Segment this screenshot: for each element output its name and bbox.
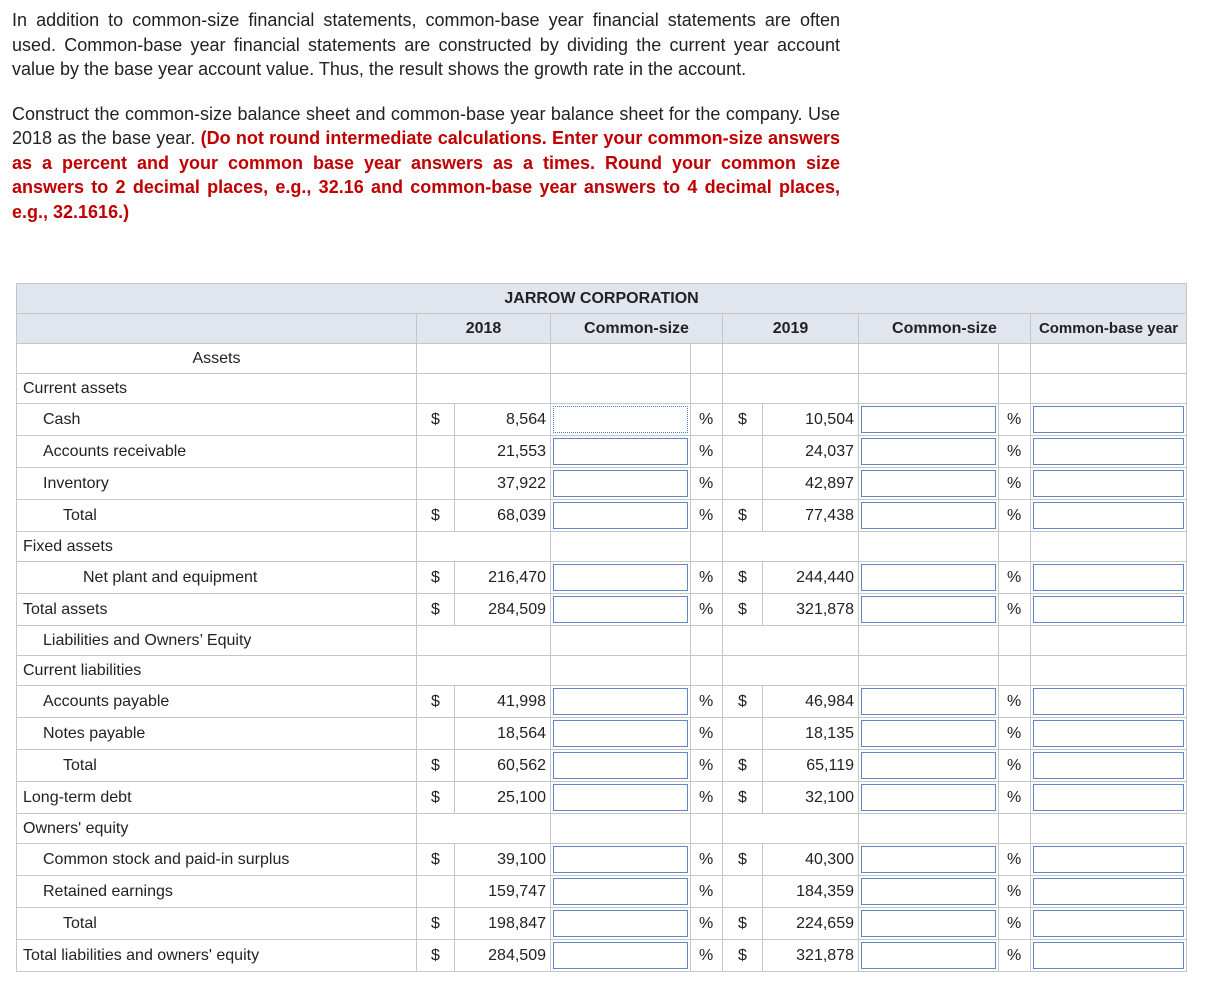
dollar-sign: $ <box>723 750 763 782</box>
input-common-size-2019-total-liabilities-equity[interactable] <box>859 940 999 972</box>
percent-sign: % <box>691 404 723 436</box>
value-2019-net-plant-equipment: 244,440 <box>763 562 859 594</box>
dollar-sign: $ <box>417 750 455 782</box>
input-common-base-current-assets-total[interactable] <box>1031 500 1187 532</box>
value-2019-total-liabilities-equity: 321,878 <box>763 940 859 972</box>
value-2019-current-liabilities-total: 65,119 <box>763 750 859 782</box>
dollar-sign: $ <box>723 562 763 594</box>
percent-sign: % <box>691 750 723 782</box>
table-row <box>17 468 1187 500</box>
row-label-total-assets: Total assets <box>17 594 417 626</box>
dollar-sign: $ <box>417 908 455 940</box>
table-row <box>17 940 1187 972</box>
current-assets-label: Current assets <box>17 374 417 404</box>
value-2018-owners-equity-total: 198,847 <box>455 908 551 940</box>
value-2018-cash: 8,564 <box>455 404 551 436</box>
table-row <box>17 594 1187 626</box>
value-2019-cash: 10,504 <box>763 404 859 436</box>
input-common-base-notes-payable[interactable] <box>1031 718 1187 750</box>
dollar-sign: $ <box>723 908 763 940</box>
percent-sign: % <box>691 782 723 814</box>
owners-equity-label: Owners' equity <box>17 814 417 844</box>
dollar-sign: $ <box>723 940 763 972</box>
header-common-base-year: Common-base year <box>1031 314 1187 344</box>
percent-sign: % <box>691 718 723 750</box>
percent-sign: % <box>691 686 723 718</box>
value-2018-retained-earnings: 159,747 <box>455 876 551 908</box>
percent-sign: % <box>999 404 1031 436</box>
percent-sign: % <box>691 562 723 594</box>
table-row <box>17 750 1187 782</box>
input-common-size-2019-inventory[interactable] <box>859 468 999 500</box>
input-common-size-2019-net-plant-equipment[interactable] <box>859 562 999 594</box>
value-2019-current-assets-total: 77,438 <box>763 500 859 532</box>
input-common-size-2019-owners-equity-total[interactable] <box>859 908 999 940</box>
percent-sign: % <box>691 876 723 908</box>
table-row <box>17 686 1187 718</box>
value-2019-owners-equity-total: 224,659 <box>763 908 859 940</box>
value-2018-accounts-payable: 41,998 <box>455 686 551 718</box>
percent-sign: % <box>691 908 723 940</box>
table-row <box>17 436 1187 468</box>
input-common-size-2019-long-term-debt[interactable] <box>859 782 999 814</box>
table-row <box>17 718 1187 750</box>
value-2018-total-liabilities-equity: 284,509 <box>455 940 551 972</box>
value-2019-inventory: 42,897 <box>763 468 859 500</box>
input-common-base-net-plant-equipment[interactable] <box>1031 562 1187 594</box>
intro-paragraph-2 <box>12 102 840 225</box>
table-title-row <box>17 284 1187 314</box>
value-2019-long-term-debt: 32,100 <box>763 782 859 814</box>
column-header-row <box>17 314 1187 344</box>
input-common-size-2019-notes-payable[interactable] <box>859 718 999 750</box>
percent-sign: % <box>999 718 1031 750</box>
intro-bold-instructions: (Do not round intermediate calculations. Enter your common-size answers as a percent and your common base year answers as a times. Round your common size answers to 2 decimal places, e.g., 32.16 and common-base year answers to 4 decimal places, e.g., 32.1616.) <box>12 128 840 222</box>
percent-sign: % <box>999 844 1031 876</box>
table-row <box>17 844 1187 876</box>
percent-sign: % <box>691 436 723 468</box>
table-row <box>17 500 1187 532</box>
company-title: JARROW CORPORATION <box>17 284 1187 314</box>
value-2019-notes-payable: 18,135 <box>763 718 859 750</box>
value-2019-accounts-payable: 46,984 <box>763 686 859 718</box>
dollar-sign: $ <box>723 686 763 718</box>
value-2019-total-assets: 321,878 <box>763 594 859 626</box>
input-common-base-total-assets[interactable] <box>1031 594 1187 626</box>
value-2018-notes-payable: 18,564 <box>455 718 551 750</box>
header-common-size-2018: Common-size <box>551 314 723 344</box>
dollar-sign: $ <box>417 500 455 532</box>
input-common-size-2018-cash[interactable] <box>551 404 691 436</box>
dollar-sign: $ <box>417 782 455 814</box>
input-common-base-common-stock[interactable] <box>1031 844 1187 876</box>
header-2019: 2019 <box>723 314 859 344</box>
table-row <box>17 876 1187 908</box>
dollar-sign: $ <box>723 404 763 436</box>
input-common-base-total-liabilities-equity[interactable] <box>1031 940 1187 972</box>
value-2018-total-assets: 284,509 <box>455 594 551 626</box>
input-common-size-2018-accounts-receivable[interactable] <box>551 436 691 468</box>
input-common-base-long-term-debt[interactable] <box>1031 782 1187 814</box>
percent-sign: % <box>691 594 723 626</box>
section-row-liabilities <box>17 626 1187 656</box>
input-common-base-cash[interactable] <box>1031 404 1187 436</box>
input-common-size-2018-notes-payable[interactable] <box>551 718 691 750</box>
table-row <box>17 562 1187 594</box>
input-common-size-2018-retained-earnings[interactable] <box>551 876 691 908</box>
input-common-size-2019-accounts-receivable[interactable] <box>859 436 999 468</box>
dollar-sign: $ <box>417 940 455 972</box>
percent-sign: % <box>691 940 723 972</box>
value-2018-long-term-debt: 25,100 <box>455 782 551 814</box>
input-common-size-2019-current-assets-total[interactable] <box>859 500 999 532</box>
blank-header <box>17 314 417 344</box>
value-2018-net-plant-equipment: 216,470 <box>455 562 551 594</box>
row-label-notes-payable: Notes payable <box>17 718 417 750</box>
value-2019-common-stock: 40,300 <box>763 844 859 876</box>
percent-sign: % <box>999 686 1031 718</box>
instructions <box>12 8 840 224</box>
percent-sign: % <box>999 594 1031 626</box>
percent-sign: % <box>999 500 1031 532</box>
input-common-size-2019-common-stock[interactable] <box>859 844 999 876</box>
dollar-sign: $ <box>723 594 763 626</box>
input-common-size-2018-current-assets-total[interactable] <box>551 500 691 532</box>
value-2019-retained-earnings: 184,359 <box>763 876 859 908</box>
input-common-size-2018-total-liabilities-equity[interactable] <box>551 940 691 972</box>
dollar-sign: $ <box>417 562 455 594</box>
input-common-size-2018-common-stock[interactable] <box>551 844 691 876</box>
input-common-size-2019-total-assets[interactable] <box>859 594 999 626</box>
row-label-current-assets-total: Total <box>17 500 417 532</box>
dollar-sign: $ <box>723 782 763 814</box>
row-label-cash: Cash <box>17 404 417 436</box>
header-2018: 2018 <box>417 314 551 344</box>
value-2018-common-stock: 39,100 <box>455 844 551 876</box>
percent-sign: % <box>999 562 1031 594</box>
row-label-inventory: Inventory <box>17 468 417 500</box>
row-label-owners-equity-total: Total <box>17 908 417 940</box>
dollar-sign: $ <box>723 500 763 532</box>
row-label-accounts-payable: Accounts payable <box>17 686 417 718</box>
input-common-base-inventory[interactable] <box>1031 468 1187 500</box>
table-row <box>17 908 1187 940</box>
row-label-net-plant-equipment: Net plant and equipment <box>17 562 417 594</box>
percent-sign: % <box>999 750 1031 782</box>
input-common-size-2018-inventory[interactable] <box>551 468 691 500</box>
fixed-assets-label: Fixed assets <box>17 532 417 562</box>
dollar-sign: $ <box>417 686 455 718</box>
section-row-assets <box>17 344 1187 374</box>
liabilities-heading: Liabilities and Owners’ Equity <box>17 626 417 656</box>
value-2018-current-liabilities-total: 60,562 <box>455 750 551 782</box>
section-row-owners-equity <box>17 814 1187 844</box>
percent-sign: % <box>691 500 723 532</box>
percent-sign: % <box>999 436 1031 468</box>
row-label-accounts-receivable: Accounts receivable <box>17 436 417 468</box>
dollar-sign: $ <box>723 844 763 876</box>
intro-paragraph-1: In addition to common-size financial statements, common-base year financial statements are often used. Common-base year financial statements are constructed by dividing the current year account value by the base year account value. Thus, the result shows the growth rate in the account. <box>12 10 840 79</box>
input-common-base-accounts-receivable[interactable] <box>1031 436 1187 468</box>
row-label-common-stock: Common stock and paid-in surplus <box>17 844 417 876</box>
section-row-current-assets <box>17 374 1187 404</box>
input-common-size-2018-current-liabilities-total[interactable] <box>551 750 691 782</box>
table-row <box>17 782 1187 814</box>
input-common-size-2019-retained-earnings[interactable] <box>859 876 999 908</box>
balance-sheet-table <box>16 283 1187 972</box>
input-common-size-2019-current-liabilities-total[interactable] <box>859 750 999 782</box>
table-row <box>17 404 1187 436</box>
section-row-current-liabilities <box>17 656 1187 686</box>
percent-sign: % <box>999 782 1031 814</box>
input-common-base-accounts-payable[interactable] <box>1031 686 1187 718</box>
section-row-fixed-assets <box>17 532 1187 562</box>
row-label-retained-earnings: Retained earnings <box>17 876 417 908</box>
input-common-size-2018-accounts-payable[interactable] <box>551 686 691 718</box>
input-common-size-2018-long-term-debt[interactable] <box>551 782 691 814</box>
value-2019-accounts-receivable: 24,037 <box>763 436 859 468</box>
row-label-total-liabilities-equity: Total liabilities and owners' equity <box>17 940 417 972</box>
intro-plain-text: Construct the common-size balance sheet and common-base year balance sheet for the company. Use 2018 as the base year. <box>12 103 840 148</box>
input-common-size-2018-owners-equity-total[interactable] <box>551 908 691 940</box>
current-liabilities-label: Current liabilities <box>17 656 417 686</box>
input-common-base-owners-equity-total[interactable] <box>1031 908 1187 940</box>
input-common-size-2019-cash[interactable] <box>859 404 999 436</box>
input-common-size-2018-net-plant-equipment[interactable] <box>551 562 691 594</box>
percent-sign: % <box>999 468 1031 500</box>
row-label-current-liabilities-total: Total <box>17 750 417 782</box>
value-2018-accounts-receivable: 21,553 <box>455 436 551 468</box>
header-common-size-2019: Common-size <box>859 314 1031 344</box>
dollar-sign: $ <box>417 844 455 876</box>
percent-sign: % <box>691 844 723 876</box>
dollar-sign: $ <box>417 404 455 436</box>
input-common-base-current-liabilities-total[interactable] <box>1031 750 1187 782</box>
input-common-size-2018-total-assets[interactable] <box>551 594 691 626</box>
assets-heading: Assets <box>17 344 417 374</box>
dollar-sign: $ <box>417 594 455 626</box>
input-common-base-retained-earnings[interactable] <box>1031 876 1187 908</box>
row-label-long-term-debt: Long-term debt <box>17 782 417 814</box>
input-common-size-2019-accounts-payable[interactable] <box>859 686 999 718</box>
value-2018-inventory: 37,922 <box>455 468 551 500</box>
percent-sign: % <box>999 940 1031 972</box>
percent-sign: % <box>691 468 723 500</box>
value-2018-current-assets-total: 68,039 <box>455 500 551 532</box>
percent-sign: % <box>999 908 1031 940</box>
percent-sign: % <box>999 876 1031 908</box>
